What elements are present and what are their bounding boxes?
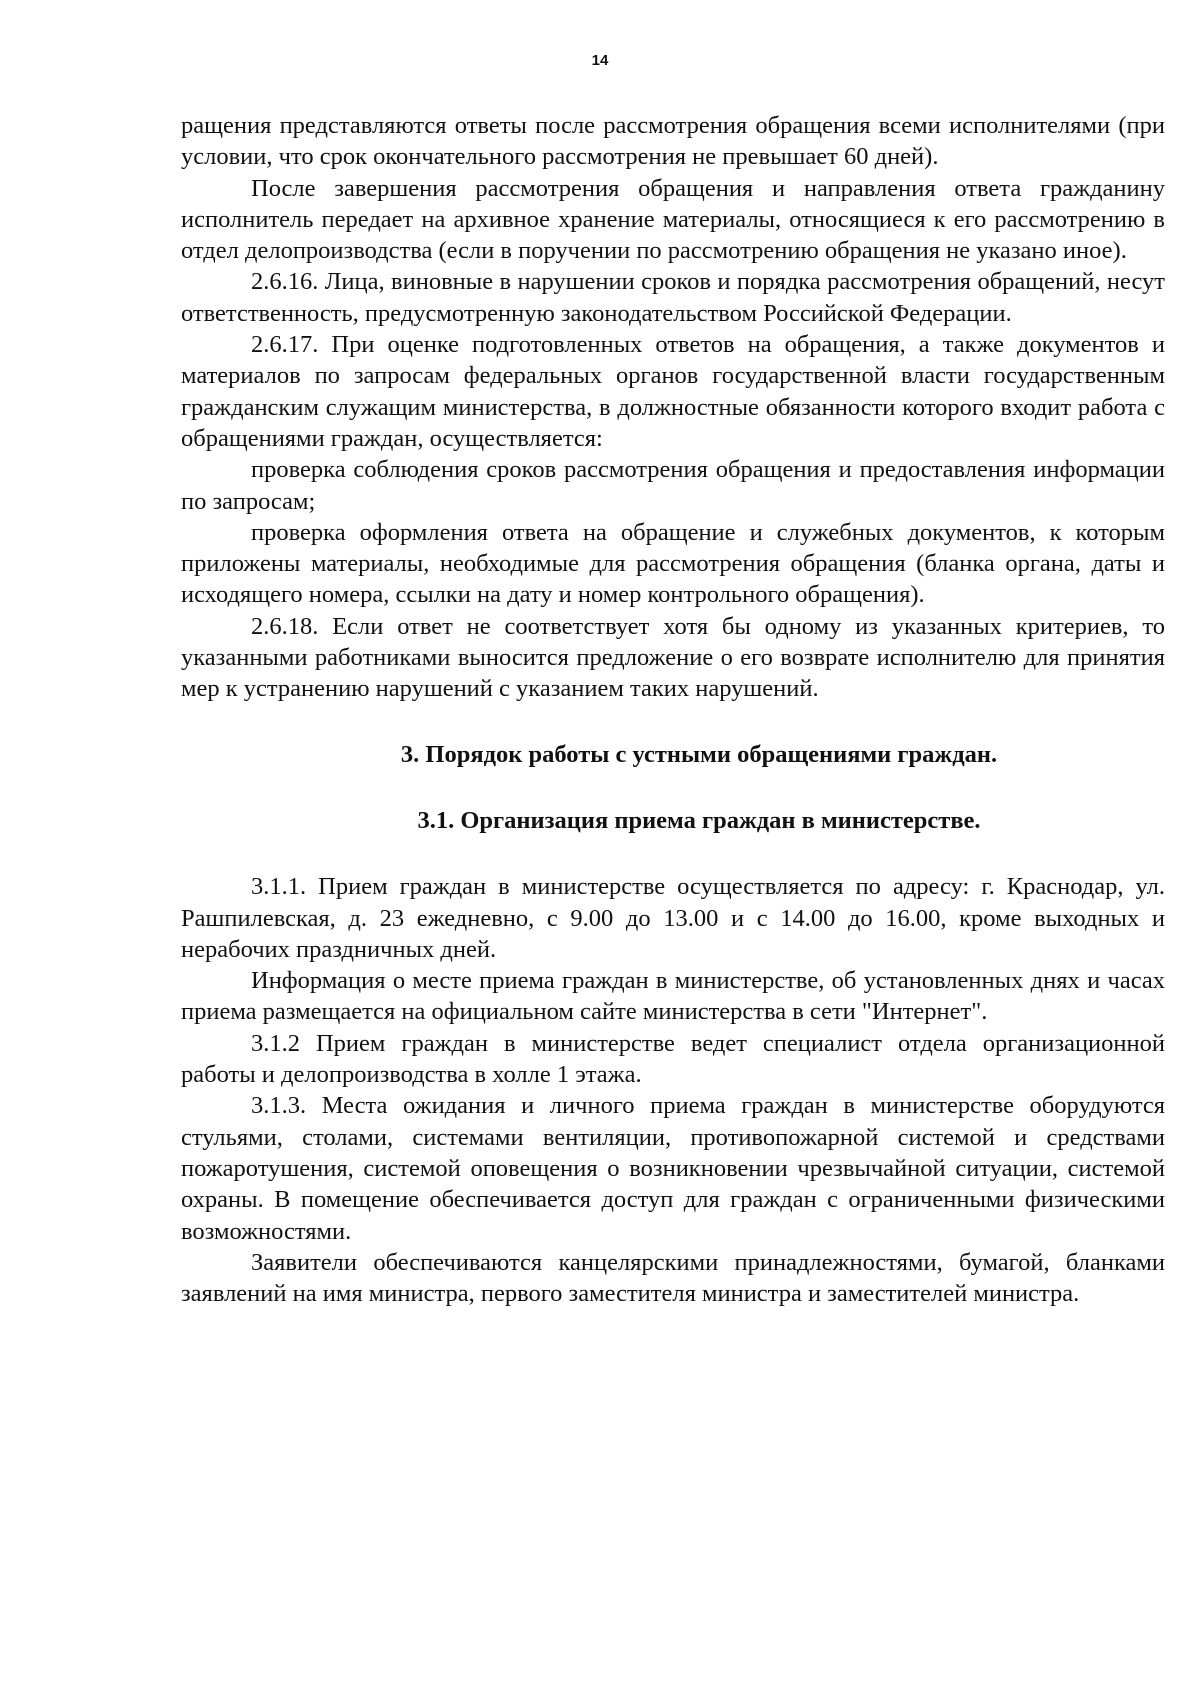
- paragraph-group-bottom: [181, 871, 1165, 1309]
- section-heading: 3. Порядок работы с устными обращениями граждан.: [400, 740, 998, 768]
- paragraph-group-top: [181, 110, 1165, 705]
- page-number: 14: [591, 52, 609, 69]
- paragraph: Заявители обеспечиваются канцелярскими принадлежностями, бумагой, бланками заявлений на имя министра, первого заместителя министра и заместителей министра.: [181, 1248, 1165, 1308]
- paragraph: проверка соблюдения сроков рассмотрения обращения и предоставления информации по запросам;: [181, 456, 1165, 515]
- subsection-heading: 3.1. Организация приема граждан в министерстве.: [417, 806, 981, 834]
- paragraph: ращения представляются ответы после рассмотрения обращения всеми исполнителями (при условии, что срок окончательного рассмотрения не превышает 60 дней).: [181, 112, 1165, 171]
- paragraph: 2.6.16. Лица, виновные в нарушении сроков и порядка рассмотрения обращений, несут ответственность, предусмотренную законодательством Российской Федерации.: [181, 268, 1165, 327]
- paragraph: 2.6.18. Если ответ не соответствует хотя бы одному из указанных критериев, то указанными работниками выносится предложение о его возврате исполнителю для принятия мер к устранению нарушений с указанием таких нарушений.: [181, 612, 1165, 703]
- paragraph: 2.6.17. При оценке подготовленных ответов на обращения, а также документов и материалов по запросам федеральных органов государственной власти государственным гражданским служащим министерства, в должностные обязанности которого входит работа с обращениями граждан, осуществляется:: [181, 331, 1165, 452]
- page-body: [181, 110, 1165, 1309]
- paragraph: 3.1.1. Прием граждан в министерстве осуществляется по адресу: г. Краснодар, ул. Рашпилевская, д. 23 ежедневно, с 9.00 до 13.00 и с 14.00 до 16.00, кроме выходных и нерабочих праздничных дней.: [181, 873, 1165, 963]
- paragraph: Информация о месте приема граждан в министерстве, об установленных днях и часах приема размещается на официальном сайте министерства в сети "Интернет".: [181, 967, 1165, 1026]
- paragraph: 3.1.3. Места ожидания и личного приема граждан в министерстве оборудуются стульями, столами, системами вентиляции, противопожарной системой и средствами пожаротушения, системой оповещения о возникновении чрезвычайной ситуации, системой охраны. В помещение обеспечивается доступ для граждан с ограниченными физическими возможностями.: [181, 1092, 1165, 1245]
- paragraph: проверка оформления ответа на обращение и служебных документов, к которым приложены материалы, необходимые для рассмотрения обращения (бланка органа, даты и исходящего номера, ссылки на дату и номер контрольного обращения).: [181, 518, 1165, 609]
- paragraph: 3.1.2 Прием граждан в министерстве ведет специалист отдела организационной работы и делопроизводства в холле 1 этажа.: [181, 1029, 1165, 1089]
- paragraph: После завершения рассмотрения обращения и направления ответа гражданину исполнитель передает на архивное хранение материалы, относящиеся к его рассмотрению в отдел делопроизводства (если в поручении по рассмотрению обращения не указано иное).: [181, 174, 1165, 265]
